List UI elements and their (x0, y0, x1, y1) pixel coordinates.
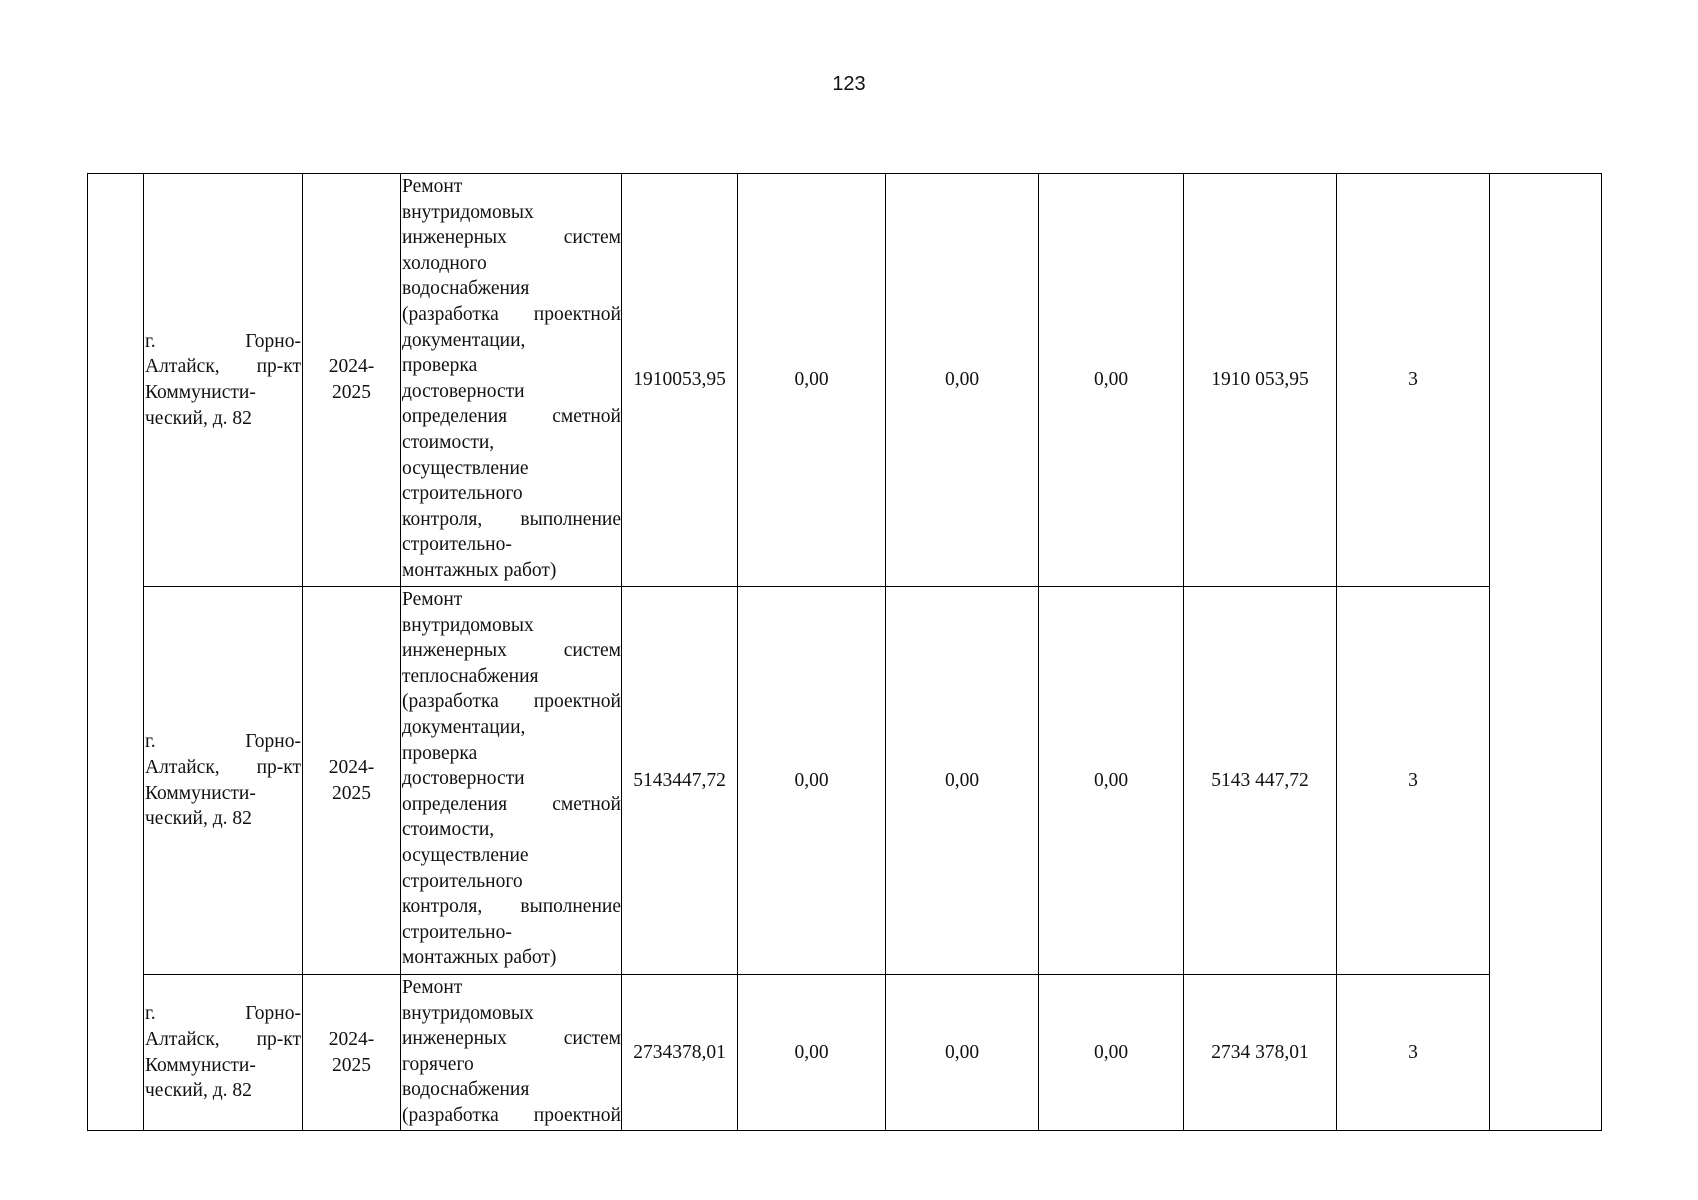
work-description-cell (401, 975, 622, 1131)
amount-cell-d: 5143 447,72 (1184, 587, 1337, 975)
work-line: строительного (402, 870, 523, 892)
address-cell (144, 587, 303, 975)
work-line: строительно- (402, 921, 512, 943)
work-line: осуществление (402, 457, 529, 479)
address-line: Коммунисти- (145, 382, 256, 403)
work-description-cell (401, 174, 622, 587)
work-line: строительного (402, 483, 523, 505)
trailing-cell (1490, 174, 1602, 1131)
work-line: определения сметной (402, 793, 621, 815)
work-line: определения сметной (402, 406, 621, 428)
work-line: стоимости, (402, 819, 495, 841)
address-line: ческий, д. 82 (145, 808, 252, 830)
years-cell (303, 587, 401, 975)
work-line: (разработка проектной (402, 691, 621, 713)
code-cell: 3 (1337, 174, 1490, 587)
total-cost-cell: 5143447,72 (622, 587, 738, 975)
work-line: Ремонт (402, 589, 463, 610)
years-line: 2025 (332, 382, 371, 403)
amount-cell-d: 1910 053,95 (1184, 174, 1337, 587)
address-line: Коммунисти- (145, 782, 256, 804)
address-line: г. Горно- (145, 330, 301, 352)
amount-cell-c: 0,00 (1039, 975, 1184, 1131)
address-line: ческий, д. 82 (145, 1080, 252, 1102)
amount-cell-a: 0,00 (738, 174, 886, 587)
work-line: внутридомовых (402, 1002, 534, 1024)
code-cell: 3 (1337, 975, 1490, 1131)
amount-cell-a: 0,00 (738, 587, 886, 975)
amount-cell-a: 0,00 (738, 975, 886, 1131)
years-line: 2024- (328, 1028, 375, 1050)
work-line: достоверности (402, 380, 525, 402)
work-line: осуществление (402, 844, 529, 866)
work-line: внутридомовых (402, 201, 534, 223)
work-line: достоверности (402, 768, 525, 790)
work-line: Ремонт (402, 977, 463, 998)
work-line: Ремонт (402, 176, 463, 197)
work-line: строительно- (402, 534, 512, 556)
amount-cell-b: 0,00 (886, 975, 1039, 1131)
table-row (88, 587, 1602, 975)
work-line: теплоснабжения (402, 665, 539, 687)
address-line: г. Горно- (145, 731, 301, 753)
years-line: 2025 (332, 1054, 371, 1076)
address-line: г. Горно- (145, 1003, 301, 1025)
work-line: инженерных систем (402, 640, 621, 662)
work-line: инженерных систем (402, 1028, 621, 1050)
work-line: проверка (402, 742, 478, 764)
address-line: Алтайск, пр-кт (145, 1028, 301, 1050)
years-cell (303, 174, 401, 587)
amount-cell-b: 0,00 (886, 174, 1039, 587)
work-line: холодного (402, 252, 487, 274)
index-cell (88, 174, 144, 1131)
code-cell: 3 (1337, 587, 1490, 975)
work-description-cell (401, 587, 622, 975)
table-row (88, 975, 1602, 1131)
years-line: 2025 (332, 782, 371, 804)
work-line: водоснабжения (402, 278, 530, 300)
address-line: Коммунисти- (145, 1054, 256, 1076)
work-line: горячего (402, 1053, 474, 1075)
work-line: водоснабжения (402, 1079, 530, 1101)
amount-cell-b: 0,00 (886, 587, 1039, 975)
work-line: внутридомовых (402, 614, 534, 636)
work-line: инженерных систем (402, 227, 621, 249)
address-cell (144, 174, 303, 587)
table-row (88, 174, 1602, 587)
years-line: 2024- (328, 756, 375, 778)
address-line: ческий, д. 82 (145, 407, 252, 429)
work-line: проверка (402, 355, 478, 377)
address-line: Алтайск, пр-кт (145, 356, 301, 378)
years-cell (303, 975, 401, 1131)
address-line: Алтайск, пр-кт (145, 756, 301, 778)
years-line: 2024- (328, 356, 375, 378)
total-cost-cell: 1910053,95 (622, 174, 738, 587)
work-line: монтажных работ) (402, 947, 557, 969)
address-cell (144, 975, 303, 1131)
work-line: стоимости, (402, 431, 495, 453)
amount-cell-d: 2734 378,01 (1184, 975, 1337, 1131)
work-line: (разработка проектной (402, 1104, 621, 1126)
work-line: документации, (402, 716, 526, 738)
amount-cell-c: 0,00 (1039, 587, 1184, 975)
work-line: документации, (402, 329, 526, 351)
work-line: монтажных работ) (402, 559, 557, 581)
work-line: контроля, выполнение (402, 508, 621, 530)
page-number: 123 (832, 73, 866, 95)
amount-cell-c: 0,00 (1039, 174, 1184, 587)
work-line: (разработка проектной (402, 303, 621, 325)
total-cost-cell: 2734378,01 (622, 975, 738, 1131)
repair-schedule-table (87, 173, 1602, 1131)
work-line: контроля, выполнение (402, 896, 621, 918)
